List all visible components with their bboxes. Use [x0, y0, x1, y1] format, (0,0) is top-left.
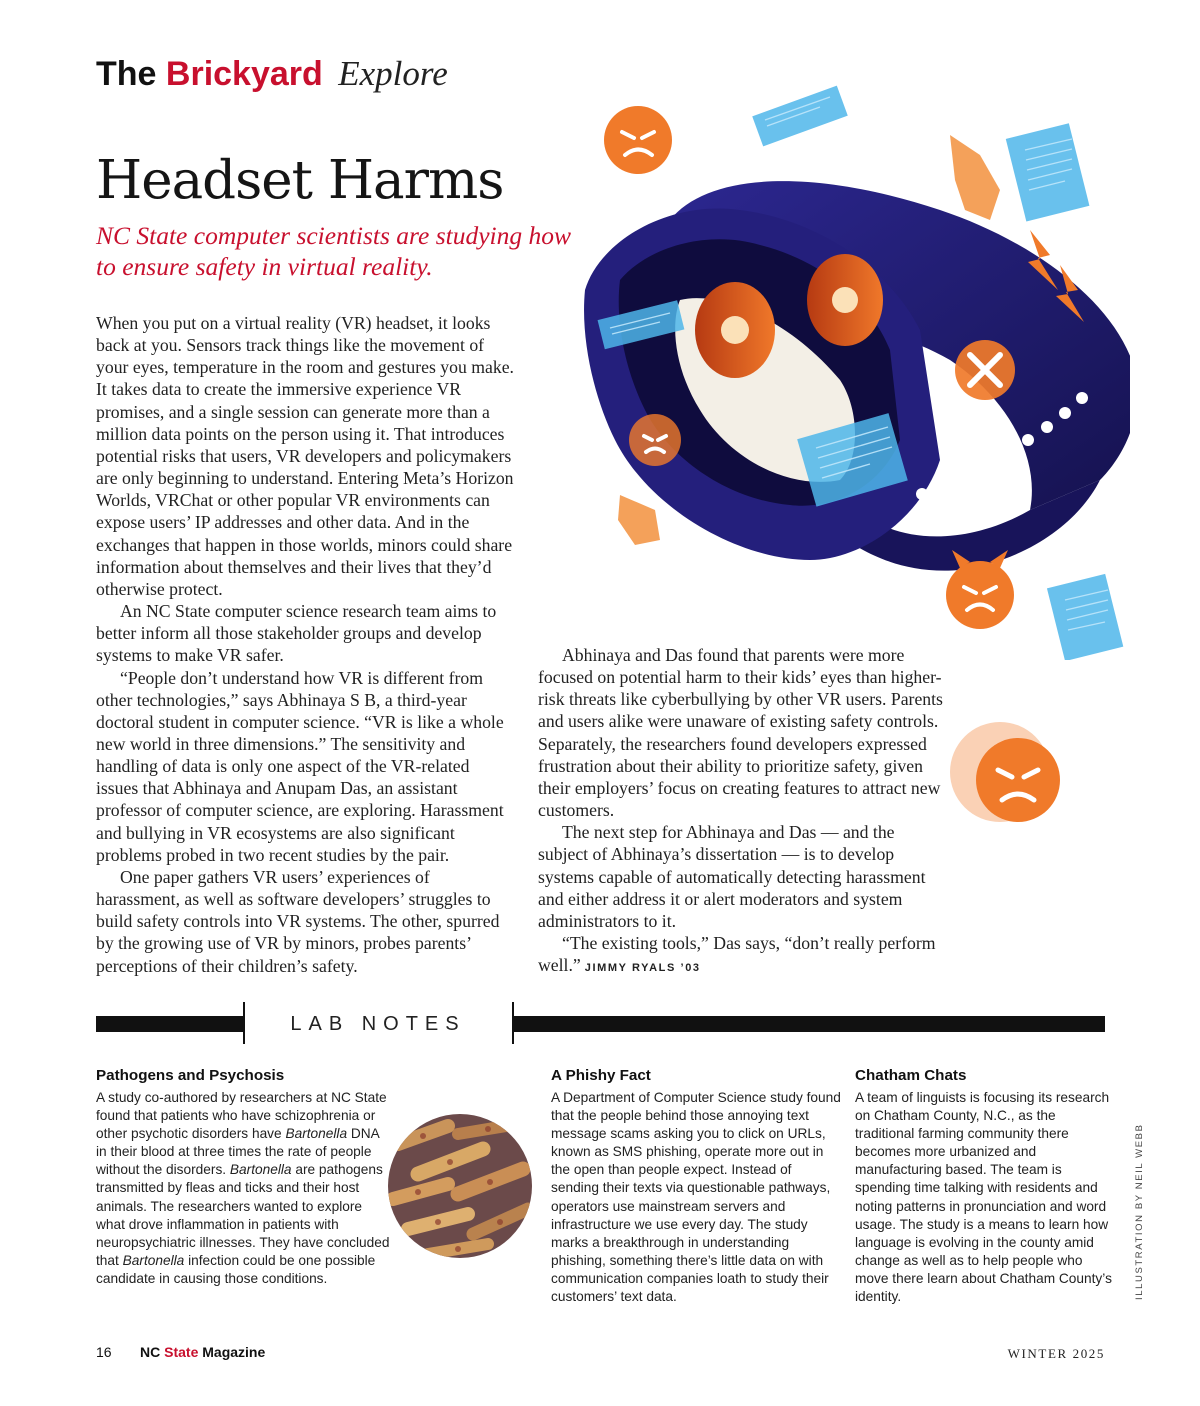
article-byline: JIMMY RYALS ’03 [584, 962, 701, 975]
vr-headset-illustration [560, 40, 1130, 660]
lab-note-title: A Phishy Fact [551, 1067, 651, 1084]
issue-date: WINTER 2025 [1007, 1346, 1105, 1361]
lab-note-title: Pathogens and Psychosis [96, 1067, 285, 1084]
article-paragraph: One paper gathers VR users’ experiences of harassment, as well as software developers’ struggles to build safety controls into VR systems. The other, spurred by the growing use of VR by minors, probes parents’ perceptions of their children’s safety. [96, 866, 500, 976]
article-last-text: “The existing tools,” Das says, “don’t really perform well.” [538, 933, 936, 976]
bacteria-image [388, 1114, 532, 1258]
illustration-credit: ILLUSTRATION BY NEIL WEBB [1134, 1123, 1145, 1300]
lab-notes-label: LAB NOTES [290, 1013, 466, 1035]
article-paragraph: An NC State computer science research team aims to better inform all those stakeholder groups and develop systems to make VR safer. [96, 601, 497, 666]
mag-magazine: Magazine [202, 1344, 266, 1360]
article-paragraph: “People don’t understand how VR is different from other technologies,” says Abhinaya S B, a third-year doctoral student in computer science. “VR is like a whole new world in three dimensions.” The sensitivity and handling of data is only one aspect of the VR-related issues that Abhinaya and Anupam Das, an assistant professor of computer science, are exploring. Harassment and bullying in VR ecosystems are also significant problems probed in two recent studies by the pair. [96, 667, 504, 865]
lab-note-body: A study co-authored by researchers at NC State found that patients who have schizophrenia or other psychotic disorders have Bartonella DNA in their blood at three times the rate of people without the disorders. Bartonella are pathogens transmitted by fleas and ticks and their host animals. The researchers wanted to explore what drove inflammation in patients with neuropsychiatric illnesses. They have concluded that Bartonella infection could be one possible candidate in causing those conditions. [96, 1090, 390, 1286]
article-column-right [538, 644, 946, 979]
article-headline: Headset Harms [96, 150, 504, 211]
magazine-name [140, 1344, 265, 1360]
section-brickyard: Brickyard [165, 55, 323, 93]
section-the: The [96, 55, 157, 93]
page-number: 16 [96, 1344, 112, 1360]
lab-notes-rule-right [514, 1016, 1105, 1032]
section-header [96, 52, 448, 96]
article-paragraph: The next step for Abhinaya and Das — and the subject of Abhinaya’s dissertation — is to develop systems capable of automatically detecting harassment and either address it or alert moderators and system administrators to it. [538, 822, 926, 931]
lab-note-title: Chatham Chats [855, 1067, 967, 1084]
article-paragraph: Abhinaya and Das found that parents were more focused on potential harm to their kids’ eyes than higher-risk threats like cyberbullying by other VR users. Parents and users alike were unaware of existing safety controls. Separately, the researchers found developers expressed frustration about their ability to prioritize safety, given their employers’ focus on creating features to attract new customers. [538, 645, 943, 821]
mag-nc: NC [140, 1344, 161, 1360]
mag-state: State [164, 1344, 199, 1360]
lab-note-body: A Department of Computer Science study found that the people behind those annoying text message scams asking you to click on URLs, known as SMS phishing, operate more out in the open than people expect. Instead of sending their texts via questionable pathways, operators use mainstream servers and infrastructure we use every day. The study marks a breakthrough in understanding phishing, something there’s little data on with communication companies loath to study their customers’ text data. [551, 1090, 841, 1305]
lab-notes-rule-left [96, 1016, 244, 1032]
lab-note-chatham [855, 1066, 1115, 1306]
mask-icon-illustration [900, 700, 1080, 840]
article-column-left [96, 312, 516, 977]
section-explore: Explore [338, 54, 448, 93]
article-paragraph-last [538, 932, 946, 979]
article-paragraph: When you put on a virtual reality (VR) headset, it looks back at you. Sensors track things like the movement of your eyes, temperature in the room and gestures you make. It takes data to create the immersive experience VR promises, and a single session can generate more than a million data points on the person using it. That introduces potential risks that users, VR developers and policymakers are only beginning to understand. Entering Meta’s Horizon Worlds, VRChat or other popular VR environments can expose users’ IP addresses and other data. And in the exchanges that happen in those worlds, minors could share information about themselves and their lives that they’d otherwise protect. [96, 313, 514, 599]
lab-note-pathogens [96, 1066, 392, 1288]
lab-note-body: A team of linguists is focusing its research on Chatham County, N.C., as the traditional farming community there becomes more urbanized and manufacturing based. The team is spending time talking with residents and noting patterns in pronunciation and word usage. The study is a means to learn how language is evolving in the county amid change as well as to help people who move there learn about Chatham County’s identity. [855, 1090, 1112, 1305]
article-dek: NC State computer scientists are studying how to ensure safety in virtual reality. [96, 221, 572, 281]
lab-note-phishing [551, 1066, 841, 1306]
